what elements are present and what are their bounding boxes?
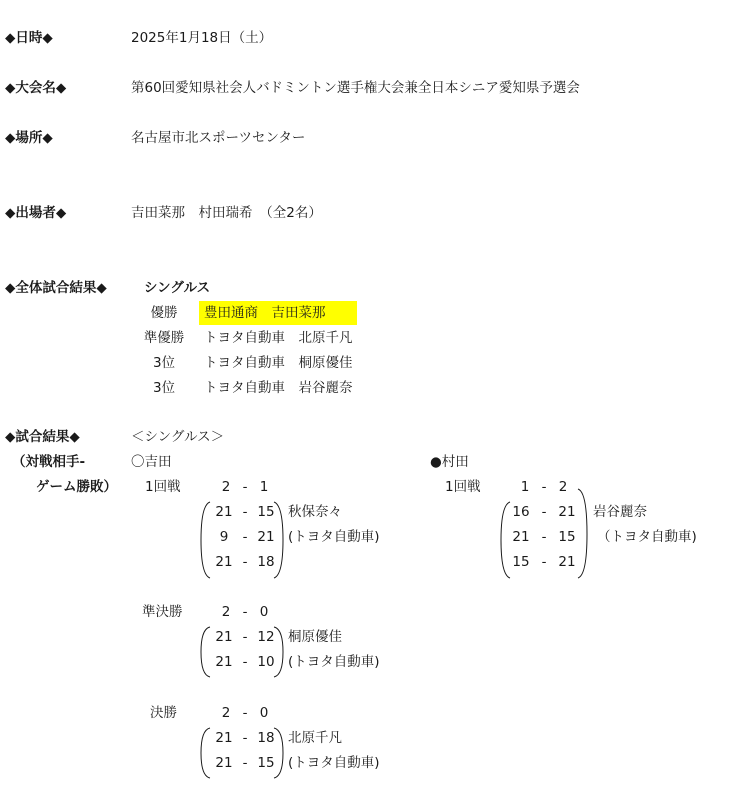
match-score-b: 1 (259, 479, 269, 495)
game-score-a: 21 (215, 504, 233, 520)
opponent-name: 北原千凡 (288, 730, 342, 746)
game-score-b: 10 (257, 654, 275, 670)
player-yoshida: 〇吉田 (131, 454, 172, 470)
score-dash: - (242, 479, 248, 495)
participants-value: 吉田菜那 村田瑞希 （全2名） (131, 205, 322, 221)
match-results-category: ＜シングルス＞ (131, 429, 225, 445)
game-score-a: 15 (512, 554, 530, 570)
game-score-b: 15 (257, 504, 275, 520)
game-score-a: 21 (215, 755, 233, 771)
ranking-winner-highlighted: 豊田通商 吉田菜那 (199, 301, 357, 325)
score-dash: - (242, 504, 248, 520)
score-dash: - (242, 604, 248, 620)
opponent-team: （トヨタ自動車) (597, 529, 697, 545)
overall-results-label: ◆全体試合結果◆ (5, 280, 107, 296)
game-score-a: 21 (512, 529, 530, 545)
player-murata: ●村田 (430, 454, 469, 470)
game-score-a: 21 (215, 654, 233, 670)
game-score-b: 18 (257, 554, 275, 570)
score-dash: - (242, 654, 248, 670)
match-score-b: 2 (558, 479, 568, 495)
match-score-a: 2 (221, 479, 231, 495)
ranking-place: 準優勝 (143, 330, 185, 346)
round-label: 1回戦 (145, 479, 181, 495)
ranking-winner: トヨタ自動車 北原千凡 (204, 330, 353, 346)
ranking-winner: トヨタ自動車 桐原優佳 (204, 355, 353, 371)
score-dash: - (242, 529, 248, 545)
match-results-label: ◆試合結果◆ (5, 429, 80, 445)
ranking-winner: トヨタ自動車 岩谷麗奈 (204, 380, 353, 396)
overall-category: シングルス (144, 280, 211, 296)
match-score-a: 2 (221, 604, 231, 620)
game-score-a: 21 (215, 554, 233, 570)
score-dash: - (242, 730, 248, 746)
game-score-b: 15 (257, 755, 275, 771)
tournament-label: ◆大会名◆ (5, 80, 67, 96)
opponent-team: (トヨタ自動車) (288, 529, 380, 545)
date-label: ◆日時◆ (5, 30, 53, 46)
opponent-name: 岩谷麗奈 (593, 504, 647, 520)
match-results-note: （対戦相手- (12, 454, 86, 470)
score-dash: - (242, 755, 248, 771)
game-score-a: 21 (215, 629, 233, 645)
game-score-b: 21 (558, 504, 576, 520)
match-score-b: 0 (259, 705, 269, 721)
tournament-value: 第60回愛知県社会人バドミントン選手権大会兼全日本シニア愛知県予選会 (131, 80, 580, 96)
venue-value: 名古屋市北スポーツセンター (131, 130, 306, 146)
match-score-b: 0 (259, 604, 269, 620)
game-score-a: 21 (215, 730, 233, 746)
game-score-b: 21 (257, 529, 275, 545)
round-label: 決勝 (150, 705, 177, 721)
match-results-note: ゲーム勝敗） (36, 479, 117, 495)
opponent-name: 秋保奈々 (288, 504, 342, 520)
game-score-a: 16 (512, 504, 530, 520)
score-dash: - (541, 529, 547, 545)
venue-label: ◆場所◆ (5, 130, 53, 146)
ranking-place: 優勝 (150, 305, 178, 321)
opponent-team: (トヨタ自動車) (288, 755, 380, 771)
game-score-b: 15 (558, 529, 576, 545)
match-score-a: 1 (520, 479, 530, 495)
score-dash: - (541, 479, 547, 495)
participants-label: ◆出場者◆ (5, 205, 67, 221)
ranking-place: 3位 (152, 355, 176, 371)
score-dash: - (242, 705, 248, 721)
game-score-a: 9 (219, 529, 229, 545)
opponent-name: 桐原優佳 (288, 629, 342, 645)
round-label: 準決勝 (142, 604, 183, 620)
date-value: 2025年1月18日（土） (131, 30, 273, 46)
ranking-place: 3位 (152, 380, 176, 396)
match-score-a: 2 (221, 705, 231, 721)
score-dash: - (242, 554, 248, 570)
round-label: 1回戦 (445, 479, 481, 495)
game-score-b: 21 (558, 554, 576, 570)
score-dash: - (242, 629, 248, 645)
opponent-team: (トヨタ自動車) (288, 654, 380, 670)
score-dash: - (541, 554, 547, 570)
game-score-b: 12 (257, 629, 275, 645)
score-dash: - (541, 504, 547, 520)
game-score-b: 18 (257, 730, 275, 746)
